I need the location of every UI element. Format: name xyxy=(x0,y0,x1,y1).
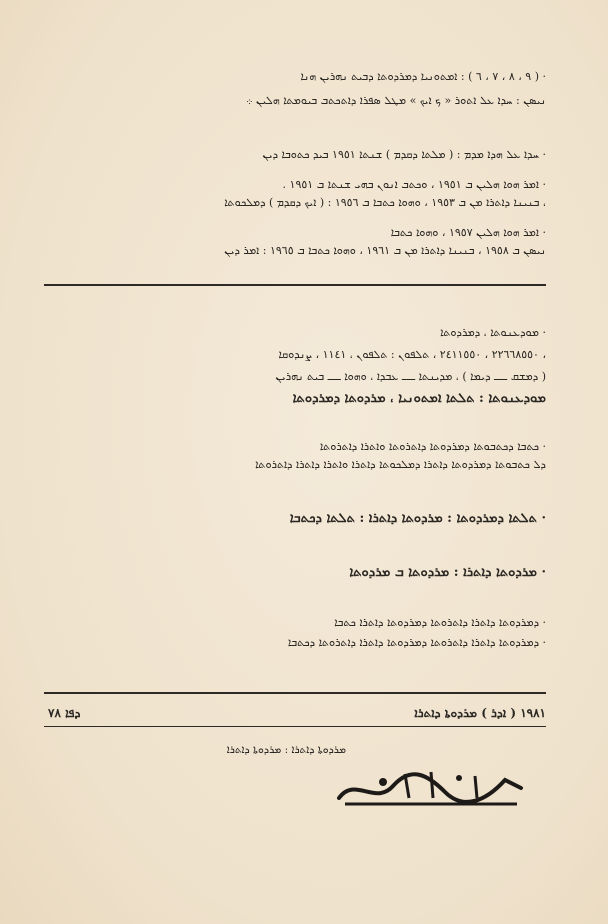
entry-line: · ܕܡܪܕܘܬܐ ܕܐܬܪܐ ܕܐܬܪܘܬܐ ܕܡܪܕܘܬܐ ܕܐܬܪܐ ܟܬܒܐ xyxy=(334,616,546,629)
entry-line: · ( ٩ ، ٨ ، ٧ ، ٦ ) : ܐܡܬܘܢܝܐ ܕܡܪܕܘܬܐ ܕܒܝܬ ܢܗܪܝܢ ܗܢܐ xyxy=(300,70,546,83)
entry-line: ܕܠ ܟܬܒܘܬܐ ܕܡܪܕܘܬܐ ܕܐܬܪܐ ܕܡܠܟܘܬܐ ܕܐܬܪܐ ܘܐܬܪܐ ܕܐܬܪܐ ܕܐܬܪܘܬܐ xyxy=(255,458,546,471)
entry-line: ( ܕܡܫܩ ـــ ܕܝܡܐ ) ، ܡܕܝܢܬܐ ـــ ܥܒܕܐ ، ܘܗܘܐ ـــ ܒܝܬ ܢܗܪܝܢ xyxy=(275,370,546,383)
entry-line: ، ܒܢܝܢܐ ܕܐܬܪܐ ܡܢ ܒ ١٩٥٣ ، ܘܗܘܐ ܟܬܒܐ ܒ ١٩٥٦ : ( ܐܝܟ ܕܩܕܡ ) ܕܡܠܟܘܬܐ xyxy=(224,196,546,209)
entry-line: · ܐܡܪ ܗܘܐ ܗܠܝܢ ܒ ١٩٥١ ، ܘܟܬܒ ܐܢܘܢ ܒܗܝ ܫܢܬܐ ܒ ١٩٥١ . xyxy=(282,178,546,191)
entry-line: ܢܝܣܢ : ܚܕܐ ܥܠ ܐܬܘܪ « ܟ ܐܝܟ » ܡܛܠ ܣܦܪܐ ܕܐܬܟܬܒ ܒܝܘܡܬܐ ܗܠܝܢ ܀ xyxy=(245,94,546,107)
calligraphic-seal xyxy=(335,768,525,810)
entry-line: ، ٢٢٦٦٨٥٥٠ ، ٢٤١١٥٥٠ ، ܬܠܦܘܢ : ܬܠܦܘܢ ، ١١٤١ ، ܨܢܕܘܩܐ xyxy=(278,348,546,361)
footer-bottom-rule xyxy=(44,726,546,727)
entry-line: · ܡܘܕܥܢܘܬܐ ، ܕܡܪܕܘܬܐ xyxy=(440,326,546,339)
entry-line: · ܟܬܒܐ ܕܟܬܒܘܬܐ ܕܡܪܕܘܬܐ ܕܐܬܪܘܬܐ ܘܐܬܪܐ ܕܐܬܪܘܬܐ xyxy=(319,440,546,453)
entry-heading: ܡܘܕܥܢܘܬܐ : ܬܠܬܐ ܐܡܬܘܢܝܐ ، ܡܪܕܘܬܐ ܕܡܪܕܘܬܐ xyxy=(292,392,546,406)
journal-issue: ١٩٨١ ( ܐܕܪ ) ܡܪܕܘܬܐ ܕܐܬܪܐ xyxy=(414,706,546,720)
entry-line: ܢܝܣܢ ܒ ١٩٥٨ ، ܒܢܝܢܐ ܕܐܬܪܐ ܡܢ ܒ ١٩٦١ ، ܘܗܘܐ ܟܬܒܐ ܒ ١٩٦٥ : ܐܡܪ ܕܝܢ xyxy=(224,244,546,257)
entry-heading: · ܡܪܕܘܬܐ ܕܐܬܪܐ : ܡܪܕܘܬܐ ܒ ܡܪܕܘܬܐ xyxy=(349,566,546,580)
entry-heading: · ܬܠܬܐ ܕܡܪܕܘܬܐ : ܡܪܕܘܬܐ ܕܐܬܪܐ : ܬܠܬܐ ܕܟܬܒܐ xyxy=(289,512,546,526)
entry-line: · ܐܡܪ ܗܘܐ ܗܠܝܢ ١٩٥٧ ، ܘܗܘܐ ܟܬܒܐ xyxy=(390,226,546,239)
page-number: ܕܦܐ ٧٨ xyxy=(48,706,81,720)
section-divider xyxy=(44,284,546,286)
entry-line: · ܚܕܐ ܥܠ ܗܕܐ ܡܕܡ : ( ܡܠܬܐ ܕܩܕܡ ) ܫܢܬܐ ١٩٥١ ܒܝܕ ܟܬܘܒܐ ܕܝܢ xyxy=(262,148,546,161)
signature-line: ܡܪܕܘܬܐ ܕܐܬܪܐ : ܡܪܕܘܬܐ ܕܐܬܪܐ xyxy=(226,744,346,756)
footer-top-rule xyxy=(44,692,546,694)
entry-line: · ܕܡܪܕܘܬܐ ܕܐܬܪܐ ܕܐܬܪܘܬܐ ܕܡܪܕܘܬܐ ܕܐܬܪܐ ܕܐܬܪܘܬܐ ܕܟܬܒܐ xyxy=(287,636,546,649)
